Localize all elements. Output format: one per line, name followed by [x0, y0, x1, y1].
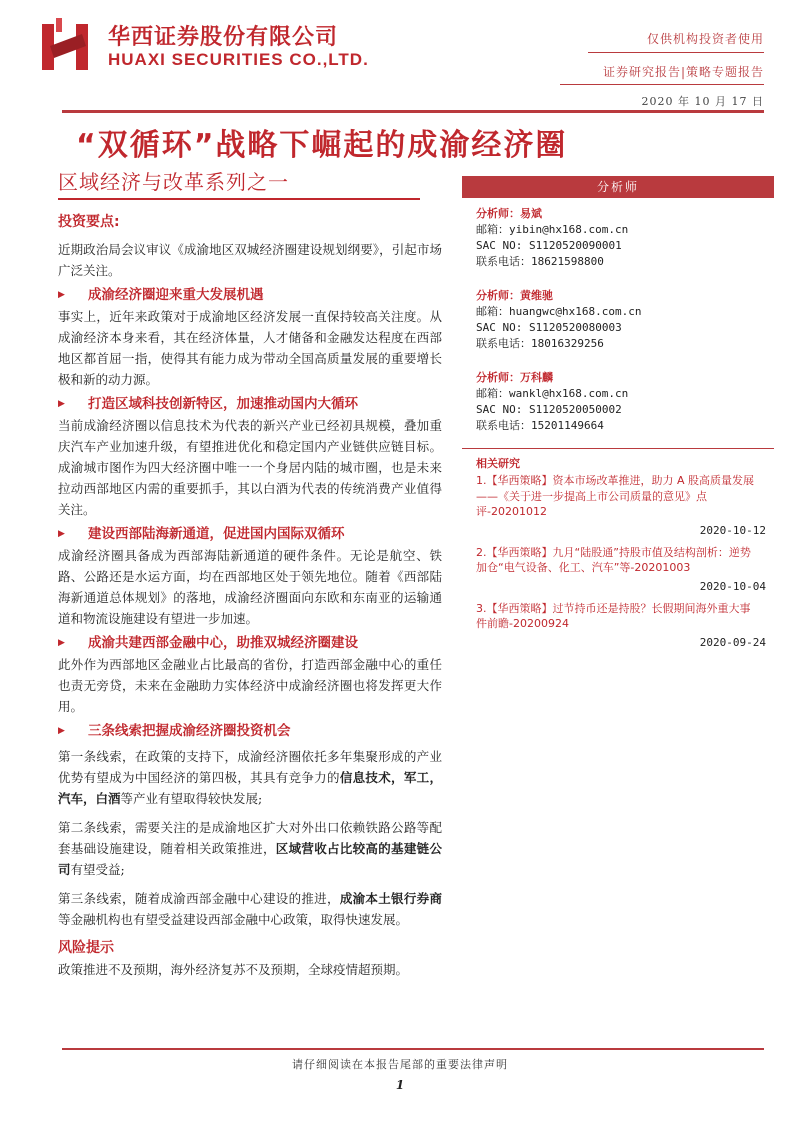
- section-title: 建设西部陆海新通道，促进国内国际双循环: [88, 526, 345, 542]
- triangle-bullet-icon: ▶: [58, 290, 65, 300]
- clue-highlight: 信息技术，军工，汽车，白酒: [58, 770, 442, 806]
- analyst-header: 分析师: [462, 176, 774, 198]
- section-body: 当前成渝经济圈以信息技术为代表的新兴产业已经初具规模，叠加重庆汽车产业加速升级，有望推进优化和稳定国内产业链供应链目标。成渝城市图作为四大经济圈中唯一一个身居内陆的城市圈，也是未来拉动西部地区内需的重要抓手，其以白酒为代表的传统消费产业值得关注。: [58, 418, 442, 517]
- risk-body: 政策推进不及预期，海外经济复苏不及预期，全球疫情超预期。: [58, 962, 409, 977]
- company-name-cn: 华西证券股份有限公司: [108, 25, 339, 50]
- related-report-link[interactable]: 3.【华西策略】过节持币还是持股？长假期间海外重大事件前瞻-20200924: [476, 601, 751, 630]
- triangle-bullet-icon: ▶: [58, 726, 65, 736]
- triangle-bullet-icon: ▶: [58, 399, 65, 409]
- section-body: 此外作为西部地区金融业占比最高的省份，打造西部金融中心的重任也责无旁贷，未来在金融助力实体经济中成渝经济圈也将发挥更大作用。: [58, 657, 442, 714]
- report-type: 证券研究报告|策略专题报告: [602, 65, 764, 79]
- sidebar-divider: [462, 448, 774, 449]
- header-divider: [588, 52, 764, 53]
- analyst-phone: 联系电话：18621598800: [476, 255, 604, 268]
- analyst-email[interactable]: 邮箱：wankl@hx168.com.cn: [476, 387, 629, 400]
- clue-text: 等产业有望取得较快发展;: [120, 791, 263, 806]
- clue-text: 第三条线索，随着成渝西部金融中心建设的推进，: [58, 891, 340, 906]
- section-heading: [58, 285, 442, 306]
- analyst-name: 分析师：黄维驰: [476, 289, 553, 302]
- clue-text: 有望受益;: [70, 862, 125, 877]
- analyst-sac: SAC NO: S1120520050002: [476, 403, 622, 416]
- related-report-date: 2020-09-24: [699, 635, 766, 649]
- header-rule: [62, 110, 764, 113]
- report-date: 2020 年 10 月 17 日: [641, 95, 764, 108]
- section-heading: [58, 633, 442, 654]
- analyst-sac: SAC NO: S1120520080003: [476, 321, 622, 334]
- clue-paragraph: [58, 817, 442, 880]
- analyst-card: [462, 270, 774, 352]
- main-content: [58, 212, 442, 984]
- section-title: 打造区域科技创新特区，加速推动国内大循环: [88, 396, 358, 412]
- intro-paragraph: 近期政治局会议审议《成渝地区双城经济圈建设规划纲要》，引起市场广泛关注。: [58, 242, 442, 278]
- subtitle-rule: [58, 198, 420, 200]
- company-name-en: HUAXI SECURITIES CO.,LTD.: [108, 50, 369, 69]
- section-title: 三条线索把握成渝经济圈投资机会: [88, 723, 291, 739]
- analyst-card: [462, 352, 774, 434]
- key-points-title: 投资要点:: [58, 214, 120, 230]
- header-divider: [560, 84, 764, 85]
- report-subtitle: 区域经济与改革系列之一: [58, 170, 289, 194]
- clue-text: 第一条线索，在政策的支持下，成渝经济圈依托多年集聚形成的产业优势有望成为中国经济的第四极，其具有竞争力的: [58, 749, 442, 785]
- related-research-title: 相关研究: [476, 457, 520, 470]
- analyst-card: [462, 198, 774, 270]
- clue-highlight: 成渝本土银行券商: [339, 891, 442, 906]
- related-report-link[interactable]: 2.【华西策略】九月“陆股通”持股市值及结构剖析：逆势加仓“电气设备、化工、汽车”等-20201003: [476, 545, 751, 574]
- report-title: “双循环”战略下崛起的成渝经济圈: [76, 128, 568, 163]
- related-report-date: 2020-10-12: [699, 523, 766, 537]
- clue-text: 第二条线索，需要关注的是成渝地区扩大对外出口依赖铁路公路等配套基础设施建设，随着相关政策推进，: [58, 820, 442, 856]
- related-report-date: 2020-10-04: [699, 579, 766, 593]
- risk-title: 风险提示: [58, 940, 114, 956]
- clue-highlight: 区域营收占比较高的基建链公司: [58, 841, 442, 877]
- analyst-email[interactable]: 邮箱：yibin@hx168.com.cn: [476, 223, 629, 236]
- analyst-name: 分析师：易斌: [476, 207, 542, 220]
- section-heading: [58, 524, 442, 545]
- section-body: 成渝经济圈具备成为西部海陆新通道的硬件条件。无论是航空、铁路、公路还是水运方面，均在西部地区处于领先地位。随着《西部陆海新通道总体规划》的落地，成渝经济圈面向东欧和东南亚的运输通道和物流设施建设有望进一步加速。: [58, 548, 442, 626]
- section-heading: [58, 721, 442, 742]
- huaxi-logo-icon: [36, 16, 100, 72]
- section-title: 成渝共建西部金融中心，助推双城经济圈建设: [88, 635, 358, 651]
- analyst-email[interactable]: 邮箱：huangwc@hx168.com.cn: [476, 305, 642, 318]
- legal-disclaimer: 请仔细阅读在本报告尾部的重要法律声明: [292, 1058, 508, 1071]
- section-heading: [58, 394, 442, 415]
- investor-tag: 仅供机构投资者使用: [646, 32, 764, 46]
- section-title: 成渝经济圈迎来重大发展机遇: [88, 287, 264, 303]
- analyst-phone: 联系电话：18016329256: [476, 337, 604, 350]
- analyst-sac: SAC NO: S1120520090001: [476, 239, 622, 252]
- clue-text: 等金融机构也有望受益建设西部金融中心政策，取得快速发展。: [58, 912, 409, 927]
- triangle-bullet-icon: ▶: [58, 529, 65, 539]
- footer-rule: [62, 1048, 764, 1050]
- section-body: 事实上，近年来政策对于成渝地区经济发展一直保持较高关注度。从成渝经济本身来看，其在经济体量，人才储备和金融发达程度在西部地区都首屈一指，使得其有能力成为带动全国高质量发展的重要增长极和新的动力源。: [58, 309, 442, 387]
- analyst-name: 分析师：万科麟: [476, 371, 553, 384]
- clue-paragraph: [58, 888, 442, 930]
- triangle-bullet-icon: ▶: [58, 638, 65, 648]
- analyst-phone: 联系电话：15201149664: [476, 419, 604, 432]
- clue-paragraph: [58, 746, 442, 809]
- sidebar: [462, 176, 774, 655]
- related-report-link[interactable]: 1.【华西策略】资本市场改革推进，助力 A 股高质量发展——《关于进一步提高上市公司质量的意见》点评-20201012: [476, 474, 755, 518]
- page-number: 1: [395, 1078, 405, 1092]
